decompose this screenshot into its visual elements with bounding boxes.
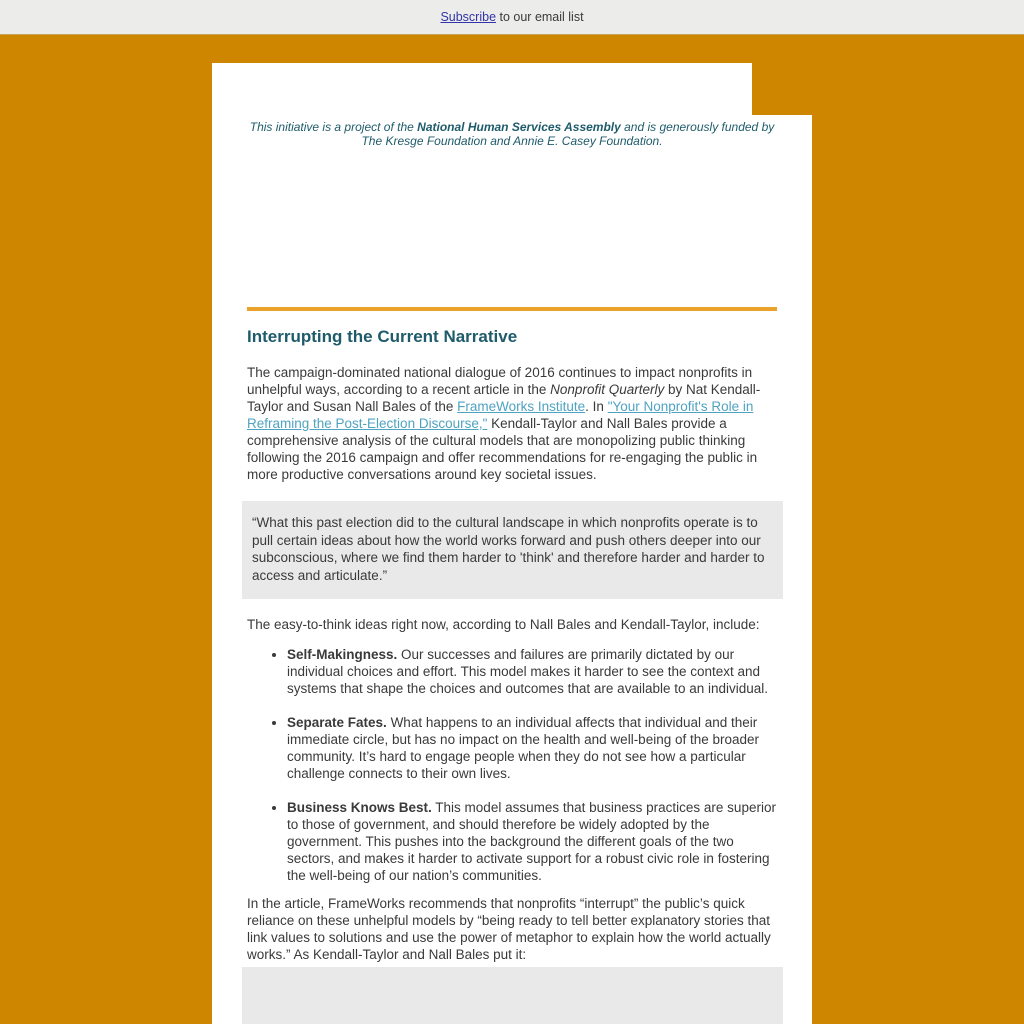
subscribe-bar xyxy=(0,0,1024,35)
list-item-self-makingness xyxy=(287,646,777,697)
bullet-lead: Business Knows Best. xyxy=(287,800,432,815)
text-segment: and is generously funded by The Kresge Foundation and Annie E. Casey Foundation. xyxy=(361,120,775,148)
header-strip xyxy=(212,63,752,115)
article-title: Interrupting the Current Narrative xyxy=(247,327,518,346)
bullet-text: This model assumes that business practices are superior to those of government, and should therefore be widely adopted by the government. This pushes into the background the different goals of the two sectors, and makes it harder to activate support for a robust civic role in fostering the well-being of our nation’s communities. xyxy=(287,800,776,883)
text-segment: National Human Services Assembly xyxy=(417,120,621,134)
text-segment: The campaign-dominated national dialogue of 2016 continues to impact nonprofits in unhelpful ways, according to a recent article in the xyxy=(247,365,753,397)
paragraph-intro xyxy=(247,364,777,483)
paragraph-frameworks-recommendation: In the article, FrameWorks recommends that nonprofits “interrupt” the public’s quick reliance on these unhelpful models by “being ready to tell better explanatory stories that link values to solutions and use the power of metaphor to explain how the world actually works.” As Kendall-Taylor and Nall Bales put it: xyxy=(247,896,771,962)
text-segment: Kendall-Taylor and Nall Bales provide a comprehensive analysis of the cultural models that are monopolizing public thinking following the 2016 campaign and offer recommendations for re-engaging the public in more productive conversations around key societal issues. xyxy=(247,416,758,482)
bullet-text: Our successes and failures are primarily dictated by our individual choices and effort. This model makes it harder to see the context and systems that shape the choices and outcomes that are available to an individual. xyxy=(287,647,769,696)
section-divider xyxy=(247,307,777,311)
list-item-separate-fates xyxy=(287,714,777,782)
funding-note xyxy=(212,115,812,148)
subscribe-suffix-text: to our email list xyxy=(496,10,584,24)
list-item-business-knows-best xyxy=(287,799,777,884)
text-segment: Nonprofit Quarterly xyxy=(550,382,665,397)
text-segment: . In xyxy=(585,399,608,414)
email-content-panel xyxy=(212,115,812,1024)
paragraph-easy-ideas: The easy-to-think ideas right now, according to Nall Bales and Kendall-Taylor, include: xyxy=(247,617,760,632)
bullet-lead: Separate Fates. xyxy=(287,715,387,730)
subscribe-link[interactable]: Subscribe xyxy=(440,10,497,24)
inline-link[interactable]: "Your Nonprofit's Role in Reframing the Post-Election Discourse," xyxy=(247,399,754,431)
bullet-lead: Self-Makingness. xyxy=(287,647,398,662)
quote-block-partial xyxy=(242,967,783,1024)
text-segment: This initiative is a project of the xyxy=(249,120,418,134)
inline-link[interactable]: FrameWorks Institute xyxy=(457,399,586,414)
bullet-list xyxy=(247,646,777,884)
quote-block: “What this past election did to the cultural landscape in which nonprofits operate is to pull certain ideas about how the world works forward and push others deeper into our subconscious, where we find them harder to 'think' and therefore harder and harder to access and articulate.” xyxy=(242,501,783,599)
text-segment: by Nat Kendall-Taylor and Susan Nall Bales of the xyxy=(247,382,761,414)
bullet-text: What happens to an individual affects that individual and their immediate circle, but has no impact on the health and well-being of the broader community. It’s hard to engage people when they do not see how a particular challenge connects to their own lives. xyxy=(287,715,760,781)
